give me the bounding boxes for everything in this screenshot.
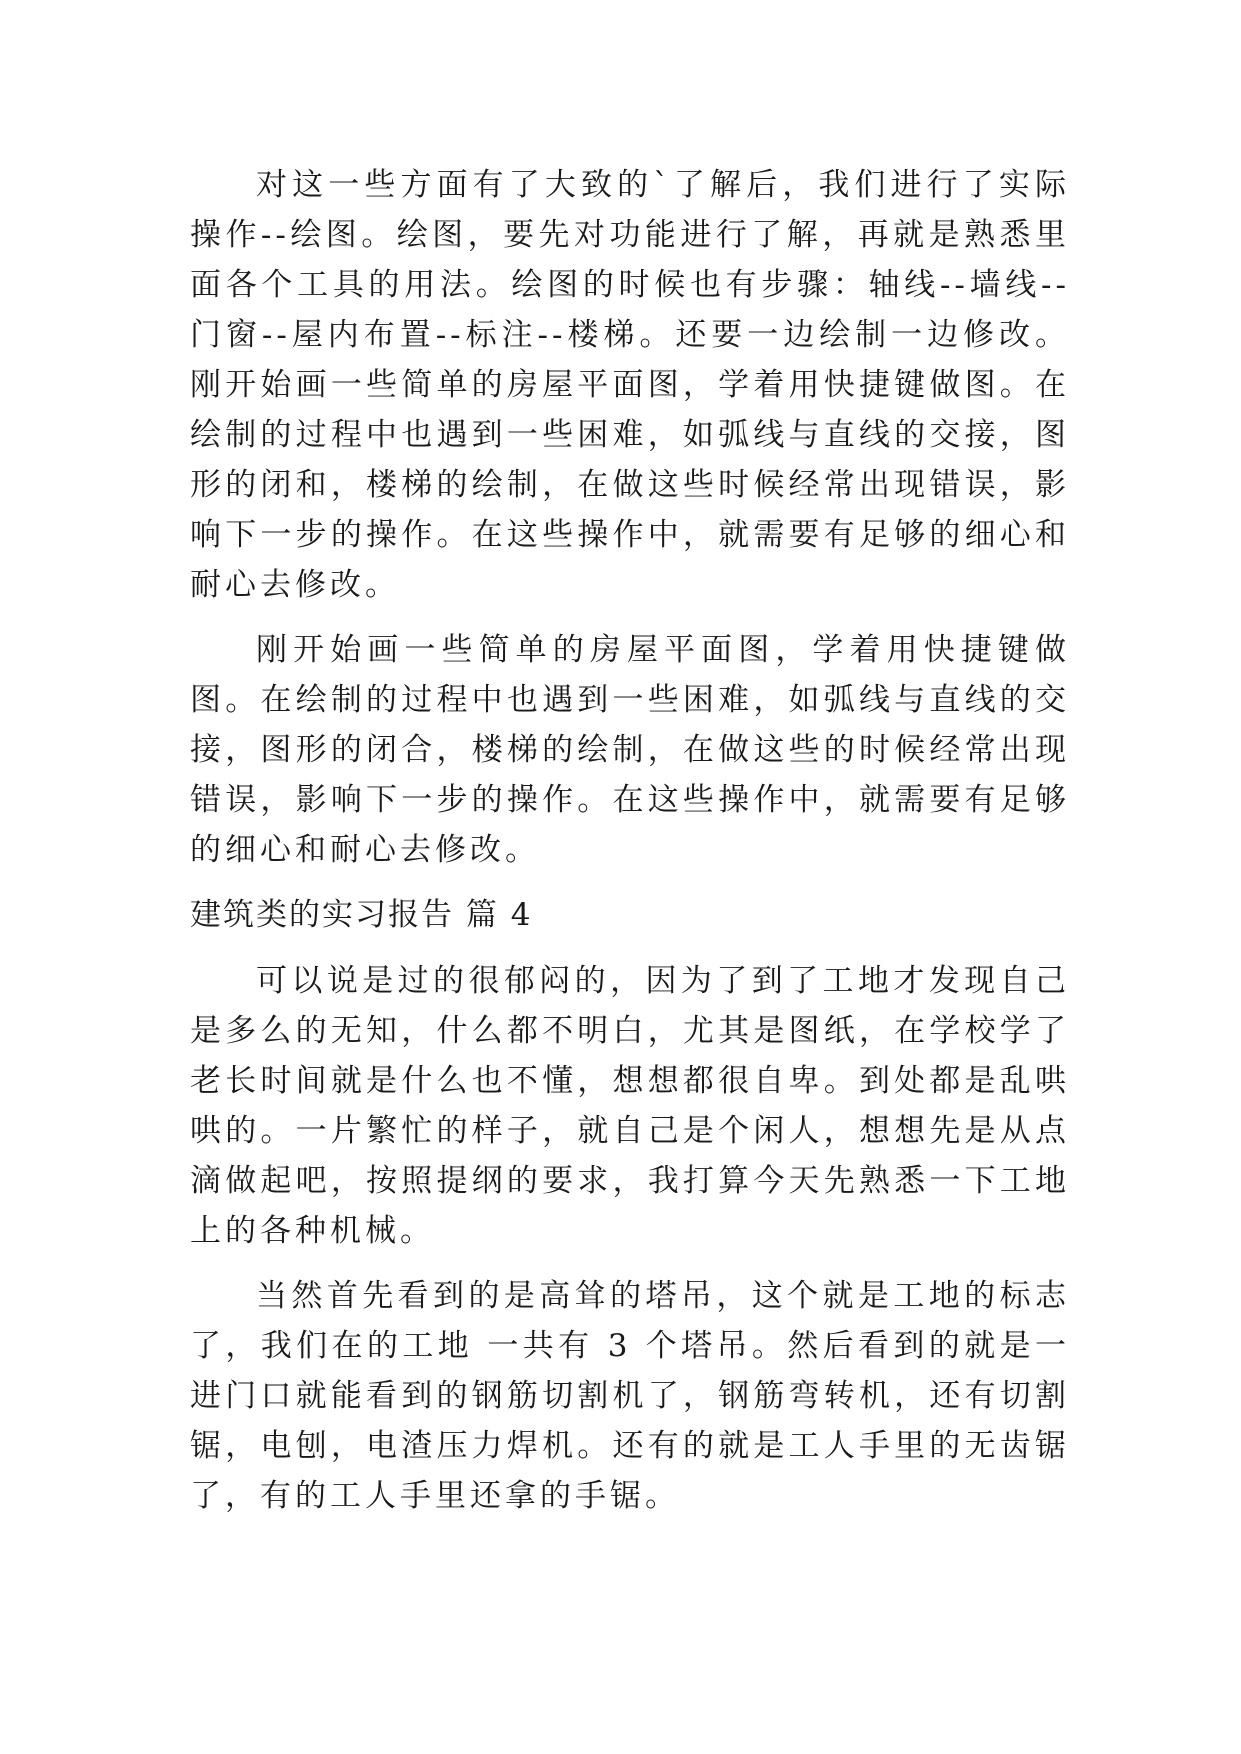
document-body [190, 160, 1070, 1536]
paragraph-floor-plan-practice: 刚开始画一些简单的房屋平面图，学着用快捷键做图。在绘制的过程中也遇到一些困难，如弧线与直线的交接，图形的闭合，楼梯的绘制，在做这些的时候经常出现错误，影响下一步的操作。在这些操作中，就需要有足够的细心和耐心去修改。 [190, 632, 1070, 868]
paragraph-drawing-practice: 对这一些方面有了大致的`了解后，我们进行了实际操作--绘图。绘图，要先对功能进行了解，再就是熟悉里面各个工具的用法。绘图的时候也有步骤：轴线--墙线--门窗--屋内布置--标注--楼梯。还要一边绘制一边修改。刚开始画一些简单的房屋平面图，学着用快捷键做图。在绘制的过程中也遇到一些困难，如弧线与直线的交接，图形的闭和，楼梯的绘制，在做这些时候经常出现错误，影响下一步的操作。在这些操作中，就需要有足够的细心和耐心去修改。 [190, 167, 1070, 603]
paragraph-site-machinery: 当然首先看到的是高耸的塔吊，这个就是工地的标志了，我们在的工地 一共有 3 个塔吊。然后看到的就是一进门口就能看到的钢筋切割机了，钢筋弯转机，还有切割锯，电刨，电渣压力焊机。还有的就是工人手里的无齿锯了，有的工人手里还拿的手锯。 [190, 1278, 1070, 1514]
paragraph-site-arrival: 可以说是过的很郁闷的，因为了到了工地才发现自己是多么的无知，什么都不明白，尤其是图纸，在学校学了老长时间就是什么也不懂，想想都很自卑。到处都是乱哄哄的。一片繁忙的样子，就自己是个闲人，想想先是从点滴做起吧，按照提纲的要求，我打算今天先熟悉一下工地上的各种机械。 [190, 963, 1070, 1249]
section-heading: 建筑类的实习报告 篇 4 [190, 897, 533, 933]
